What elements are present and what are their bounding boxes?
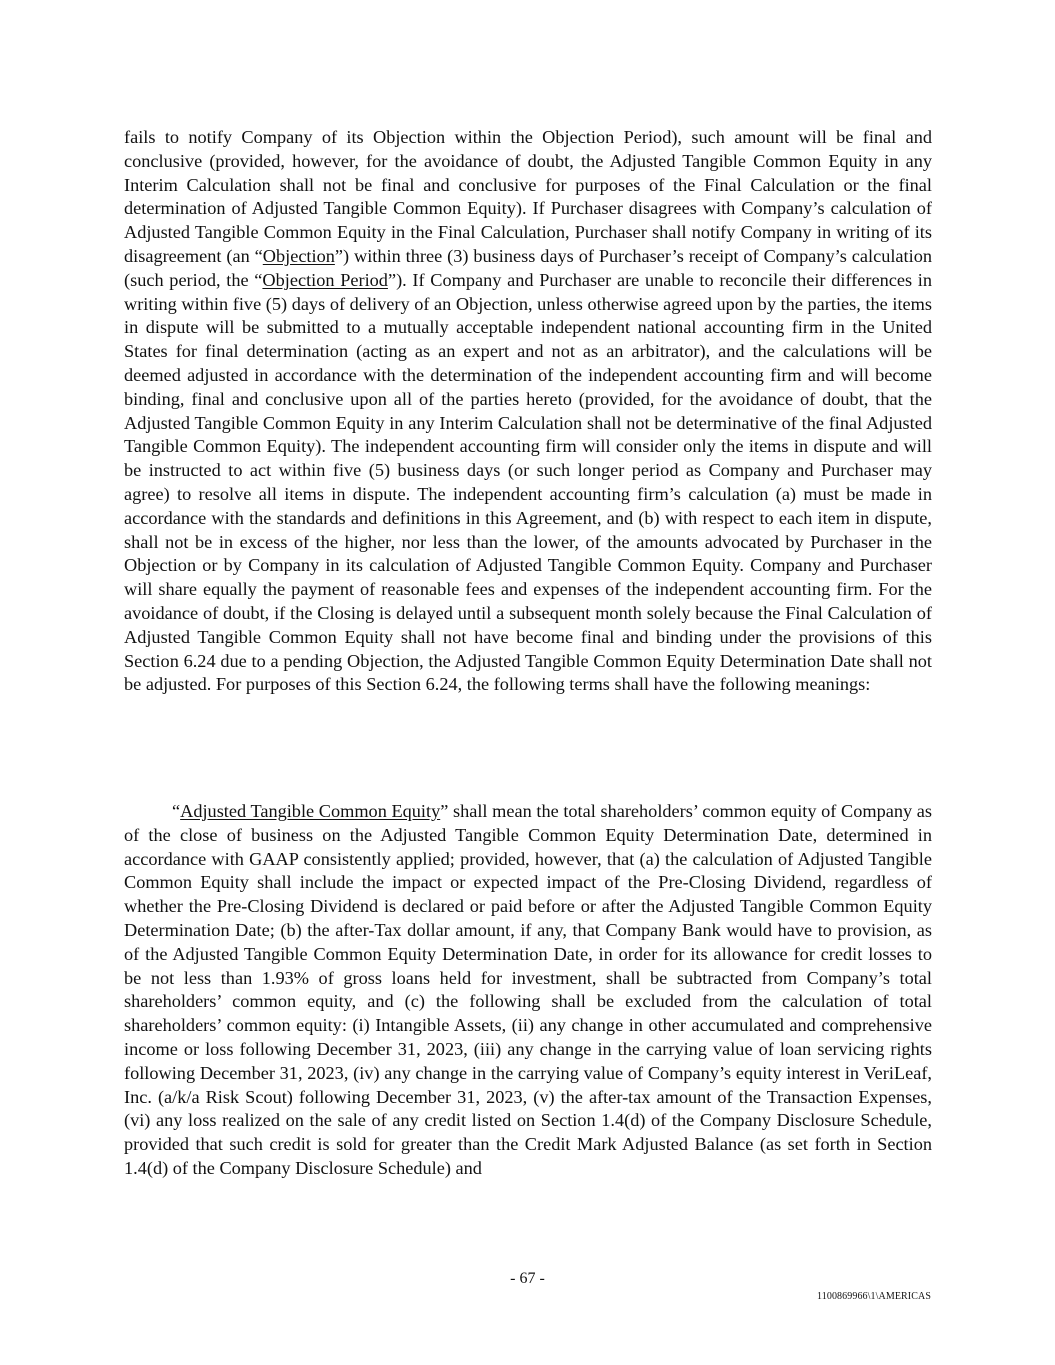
open-quote: “ [172,801,181,821]
paragraph-text: ”) within three (3) business days of Purchaser’s receipt of Company’s calculation (such period, the “ [124,245,932,290]
defined-term-objection-period: Objection Period [262,269,388,290]
document-id: 1100869966\1\AMERICAS [817,1291,931,1302]
paragraph-text: ”). If Company and Purchaser are unable to reconcile their differences in writing within five (5) days of delivery of an Objection, unless otherwise agreed upon by the parties, the items in dispute will be submitted to a mutually acceptable independent national accounting firm in the United States for final determination (acting as an expert and not as an arbitrator), and the calculations will be deemed adjusted in accordance with the determination of the independent accounting firm and will become binding, final and conclusive upon all of the parties hereto (provided, for the avoidance of doubt, that the Adjusted Tangible Common Equity in any Interim Calculation shall not be determinative of the final Adjusted Tangible Common Equity). The independent accounting firm will consider only the items in dispute and will be instructed to act within five (5) business days (or such longer period as Company and Purchaser may agree) to resolve all items in dispute. The independent accounting firm’s calculation (a) must be made in accordance with the standards and definitions in this Agreement, and (b) with respect to each item in dispute, shall not be in excess of the higher, nor less than the lower, of the amounts advocated by Purchaser in the Objection or by Company in its calculation of Adjusted Tangible Common Equity. Company and Purchaser will share equally the payment of reasonable fees and expenses of the independent accounting firm. For the avoidance of doubt, if the Closing is delayed until a subsequent month solely because the Final Calculation of Adjusted Tangible Common Equity shall not have become final and binding under the provisions of this Section 6.24 due to a pending Objection, the Adjusted Tangible Common Equity Determination Date shall not be adjusted. For purposes of this Section 6.24, the following terms shall have the following meanings: [124,269,933,695]
paragraph-objection-process [124,126,932,697]
paragraph-text: fails to notify Company of its Objection within the Objection Period), such amount will be final and conclusive (provided, however, for the avoidance of doubt, the Adjusted Tangible Common Equity in any Interim Calculation shall not be final and conclusive for purposes of the Final Calculation or the final determination of Adjusted Tangible Common Equity). If Purchaser disagrees with Company’s calculation of Adjusted Tangible Common Equity in the Final Calculation, Purchaser shall notify Company in writing of its disagreement (an “ [124,127,932,266]
paragraph-adjusted-tangible-common-equity-definition [124,800,932,1181]
defined-term-adjusted-tangible-common-equity: Adjusted Tangible Common Equity [180,801,441,821]
paragraph-text: ” shall mean the total shareholders’ common equity of Company as of the close of business on the Adjusted Tangible Common Equity Determination Date, determined in accordance with GAAP consistently applied; provided, however, that (a) the calculation of Adjusted Tangible Common Equity shall include the impact or expected impact of the Pre-Closing Dividend, regardless of whether the Pre-Closing Dividend is declared or paid before or after the Adjusted Tangible Common Equity Determination Date; (b) the after-Tax dollar amount, if any, that Company Bank would have to provision, as of the Adjusted Tangible Common Equity Determination Date, in order for its allowance for credit losses to be not less than 1.93% of gross loans held for investment, shall be subtracted from Company’s total shareholders’ common equity, and (c) the following shall be excluded from the calculation of total shareholders’ common equity: (i) Intangible Assets, (ii) any change in other accumulated and comprehensive income or loss following December 31, 2023, (iii) any change in the carrying value of loan servicing rights following December 31, 2023, (iv) any change in the carrying value of Company’s equity interest in VeriLeaf, Inc. (a/k/a Risk Scout) following December 31, 2023, (v) the after-tax amount of the Transaction Expenses, (vi) any loss realized on the sale of any credit listed on Section 1.4(d) of the Company Disclosure Schedule, provided that such credit is sold for greater than the Credit Mark Adjusted Balance (as set forth in Section 1.4(d) of the Company Disclosure Schedule) and [124,801,932,1178]
defined-term-objection: Objection [262,245,335,266]
page-number: - 67 - [510,1270,545,1287]
